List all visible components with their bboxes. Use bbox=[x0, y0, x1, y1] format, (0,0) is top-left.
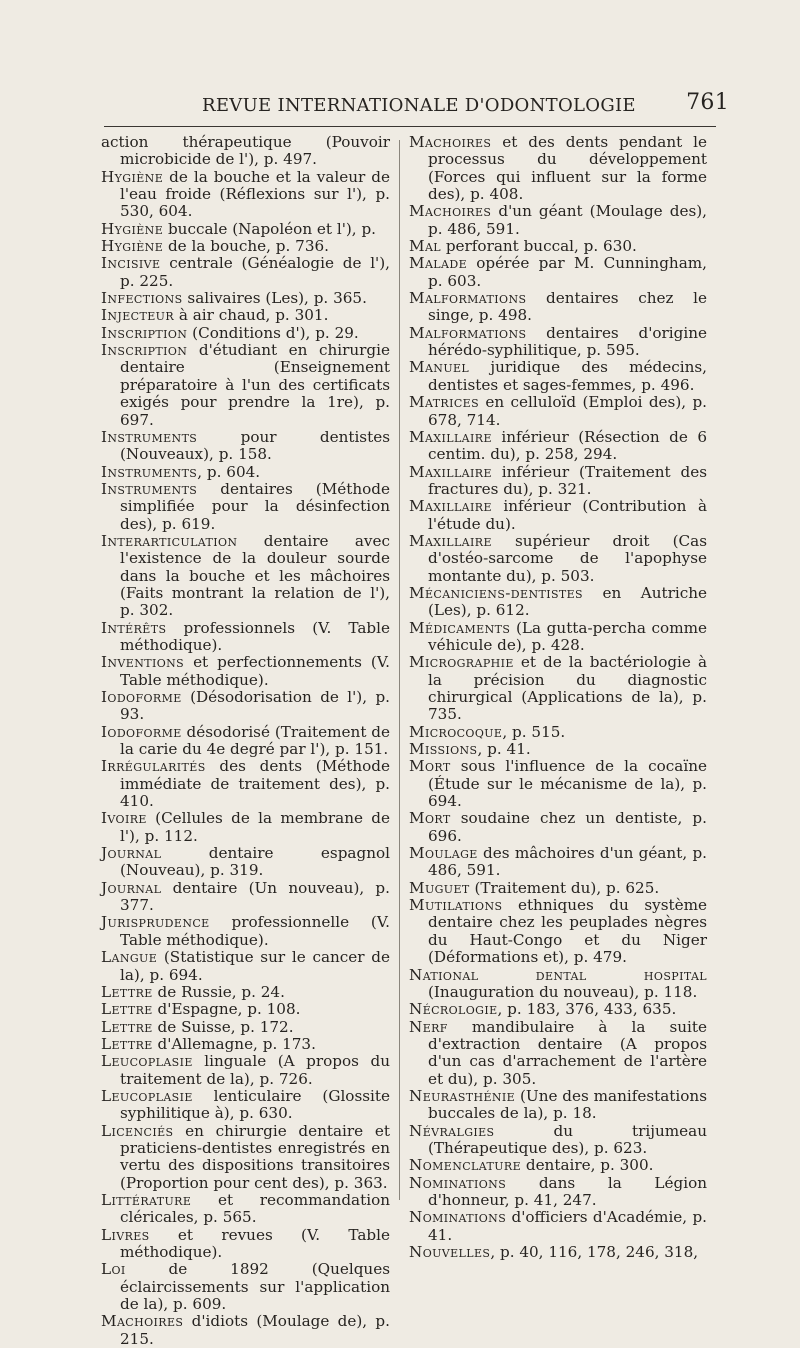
index-entry bbox=[101, 654, 390, 689]
index-entry bbox=[101, 1261, 390, 1313]
entry-headword: Journal bbox=[101, 878, 162, 897]
entry-text: dans la Légion d'honneur, p. 41, 247. bbox=[428, 1173, 707, 1209]
entry-headword: Nécrologie bbox=[409, 1000, 498, 1019]
index-entry bbox=[101, 845, 390, 880]
entry-headword: Injecteur bbox=[101, 306, 174, 325]
index-entry bbox=[409, 429, 707, 464]
entry-headword: Machoires bbox=[409, 133, 492, 151]
entry-text: du trijumeau (Thérapeutique des), p. 623. bbox=[428, 1121, 707, 1157]
entry-text: d'officiers d'Académie, p. 41. bbox=[428, 1208, 707, 1244]
entry-text: centrale (Généalogie de l'), p. 225. bbox=[120, 254, 390, 290]
index-entry bbox=[409, 359, 707, 394]
entry-text: lenticulaire (Glossite syphilitique à), p. 630. bbox=[120, 1086, 390, 1123]
entry-text: et recommandation cléricales, p. 565. bbox=[120, 1190, 390, 1227]
index-entry bbox=[101, 1019, 390, 1036]
entry-headword: Maxillaire bbox=[409, 531, 492, 550]
entry-headword: Interarticulation bbox=[101, 531, 238, 550]
index-entry bbox=[409, 810, 707, 845]
entry-headword: Maxillaire bbox=[409, 427, 492, 446]
index-entry bbox=[101, 429, 390, 464]
entry-text: juridique des médecins, dentistes et sages-femmes, p. 496. bbox=[428, 358, 707, 394]
entry-headword: Instruments bbox=[101, 479, 198, 498]
entry-text: (Inauguration du nouveau), p. 118. bbox=[428, 982, 698, 1001]
entry-text: en chirurgie dentaire et praticiens-dentistes enregistrés en vertu des dispositions transitoires (Proportion pour cent des), p. 363. bbox=[120, 1121, 390, 1192]
entry-headword: Lettre bbox=[101, 1000, 153, 1019]
header-rule bbox=[104, 126, 716, 127]
entry-text: (Désodorisation de l'), p. 93. bbox=[120, 688, 390, 724]
entry-text: en Autriche (Les), p. 612. bbox=[428, 583, 707, 620]
index-entry bbox=[409, 967, 707, 1002]
entry-text: d'étudiant en chirurgie dentaire (Enseignement préparatoire à l'un des certificats exigés pour prendre la 1re), p. 697. bbox=[120, 341, 390, 429]
index-entry bbox=[409, 1157, 707, 1174]
entry-headword: Missions bbox=[409, 740, 478, 759]
entry-text: sous l'influence de la cocaïne (Étude sur le mécanisme de la), p. 694. bbox=[428, 757, 707, 811]
entry-text: dentaire avec l'existence de la douleur sourde dans la bouche et les mâchoires (Faits montrant la relation de l'), p. 302. bbox=[120, 531, 390, 620]
entry-headword: Machoires bbox=[101, 1312, 184, 1331]
journal-title: REVUE INTERNATIONALE D'ODONTOLOGIE bbox=[202, 95, 636, 116]
entry-text: ethniques du système dentaire chez les peuplades nègres du Haut-Congo et du Niger (Déformations et), p. 479. bbox=[428, 896, 707, 967]
entry-text: désodorisé (Traitement de la carie du 4e degré par l'), p. 151. bbox=[120, 722, 390, 759]
entry-text: (Statistique sur le cancer de la), p. 694. bbox=[120, 948, 390, 984]
entry-text: linguale (A propos du traitement de la), p. 726. bbox=[120, 1052, 390, 1088]
entry-headword: Nouvelles bbox=[409, 1243, 491, 1261]
entry-headword: Mutilations bbox=[409, 896, 503, 915]
entry-text: de Russie, p. 24. bbox=[152, 982, 285, 1001]
entry-headword: Mal bbox=[409, 237, 441, 256]
entry-headword: Nomenclature bbox=[409, 1156, 522, 1175]
index-entry bbox=[409, 1123, 707, 1158]
entry-headword: Nominations bbox=[409, 1173, 507, 1192]
entry-headword: Microcoque bbox=[409, 722, 503, 741]
entry-text: professionnelle (V. Table méthodique). bbox=[120, 913, 390, 949]
entry-headword: Jurisprudence bbox=[101, 913, 210, 932]
entry-headword: Instruments bbox=[101, 427, 198, 446]
index-entry bbox=[101, 1036, 390, 1053]
page-number: 761 bbox=[686, 90, 729, 115]
index-entry bbox=[101, 810, 390, 845]
index-entry bbox=[409, 1088, 707, 1123]
index-entry bbox=[101, 724, 390, 759]
entry-text: (Cellules de la membrane de l'), p. 112. bbox=[120, 809, 390, 845]
entry-headword: Mécaniciens-dentistes bbox=[409, 583, 583, 602]
index-entry bbox=[409, 134, 707, 203]
entry-text: perforant buccal, p. 630. bbox=[441, 237, 637, 256]
entry-text: mandibulaire à la suite d'extraction dentaire (A propos d'un cas d'arrachement de l'artère et du), p. 305. bbox=[428, 1017, 707, 1088]
entry-headword: Malade bbox=[409, 254, 467, 273]
entry-headword: Mort bbox=[409, 757, 451, 776]
index-entry bbox=[101, 221, 390, 238]
index-entry bbox=[409, 394, 707, 429]
entry-text: de Suisse, p. 172. bbox=[152, 1017, 294, 1036]
index-entry bbox=[101, 255, 390, 290]
entry-headword: Leucoplasie bbox=[101, 1086, 193, 1105]
index-entry bbox=[409, 203, 707, 238]
index-entry bbox=[101, 914, 390, 949]
index-entry bbox=[101, 290, 390, 307]
index-entry bbox=[101, 689, 390, 724]
entry-text: professionnels (V. Table méthodique). bbox=[120, 618, 390, 654]
entry-text: dentaire espagnol (Nouveau), p. 319. bbox=[120, 844, 390, 880]
index-entry bbox=[101, 169, 390, 221]
entry-headword: Micrographie bbox=[409, 653, 514, 672]
entry-headword: Maxillaire bbox=[409, 497, 492, 516]
entry-headword: Névralgies bbox=[409, 1121, 495, 1140]
entry-text: et de la bactériologie à la précision du diagnostic chirurgical (Applications de la), p. 735. bbox=[428, 653, 707, 724]
entry-text: dentaires d'origine hérédo-syphilitique, p. 595. bbox=[428, 323, 707, 360]
entry-headword: Ivoire bbox=[101, 809, 147, 828]
entry-headword: Livres bbox=[101, 1225, 150, 1244]
index-entry bbox=[101, 307, 390, 324]
entry-headword: Lettre bbox=[101, 1017, 153, 1036]
entry-text: d'Espagne, p. 108. bbox=[152, 1000, 301, 1019]
entry-text: d'Allemagne, p. 173. bbox=[152, 1034, 316, 1053]
index-entry bbox=[101, 880, 390, 915]
entry-text: , p. 183, 376, 433, 635. bbox=[497, 1000, 677, 1019]
entry-headword: Langue bbox=[101, 948, 158, 967]
entry-text: dentaire, p. 300. bbox=[521, 1156, 654, 1175]
index-entry bbox=[409, 1175, 707, 1210]
index-entry bbox=[409, 464, 707, 499]
entry-headword: Maxillaire bbox=[409, 462, 492, 481]
entry-headword: Infections bbox=[101, 289, 183, 308]
entry-headword: Lettre bbox=[101, 1034, 153, 1053]
index-entry bbox=[409, 880, 707, 897]
entry-headword: Hygiène bbox=[101, 167, 164, 186]
index-entry bbox=[101, 1001, 390, 1018]
entry-headword: Malformations bbox=[409, 289, 527, 308]
index-entry bbox=[409, 654, 707, 723]
entry-text: inférieur (Contribution à l'étude du). bbox=[428, 497, 707, 533]
entry-headword: National dental hospital bbox=[409, 965, 707, 984]
entry-text: supérieur droit (Cas d'ostéo-sarcome de l'apophyse montante du), p. 503. bbox=[428, 531, 707, 585]
index-entry bbox=[101, 533, 390, 620]
entry-text: en celluloïd (Emploi des), p. 678, 714. bbox=[428, 393, 707, 429]
index-entry bbox=[101, 134, 390, 169]
index-entry bbox=[409, 325, 707, 360]
entry-headword: Inscription bbox=[101, 341, 188, 360]
entry-text: buccale (Napoléon et l'), p. bbox=[163, 219, 377, 238]
entry-text: inférieur (Résection de 6 centim. du), p. 258, 294. bbox=[428, 427, 707, 464]
index-entry bbox=[409, 290, 707, 325]
entry-headword: Inscription bbox=[101, 323, 188, 342]
entry-headword: Matrices bbox=[409, 393, 480, 412]
index-entry bbox=[409, 724, 707, 741]
index-column-right bbox=[409, 134, 707, 1261]
index-entry bbox=[409, 1019, 707, 1088]
entry-text: action thérapeutique (Pouvoir microbicide de l'), p. 497. bbox=[101, 133, 390, 169]
entry-headword: Iodoforme bbox=[101, 722, 182, 741]
entry-headword: Licenciés bbox=[101, 1121, 174, 1140]
entry-text: et perfectionnements (V. Table méthodique). bbox=[120, 653, 390, 689]
index-entry bbox=[101, 342, 390, 429]
entry-headword: Neurasthénie bbox=[409, 1086, 516, 1105]
entry-headword: Lettre bbox=[101, 982, 153, 1001]
entry-text: , p. 41. bbox=[477, 740, 531, 759]
entry-headword: Muguet bbox=[409, 878, 470, 897]
entry-text: et revues (V. Table méthodique). bbox=[120, 1225, 390, 1261]
index-entry bbox=[101, 464, 390, 481]
entry-text: , p. 40, 116, 178, 246, 318, bbox=[490, 1243, 699, 1261]
entry-headword: Intérêts bbox=[101, 618, 167, 637]
entry-headword: Hygiène bbox=[101, 237, 164, 256]
entry-headword: Incisive bbox=[101, 254, 161, 273]
entry-text: dentaires (Méthode simplifiée pour la désinfection des), p. 619. bbox=[120, 479, 390, 533]
index-entry bbox=[101, 1313, 390, 1348]
column-divider bbox=[399, 140, 400, 1200]
index-column-left bbox=[101, 134, 390, 1348]
entry-text: (Traitement du), p. 625. bbox=[469, 878, 660, 897]
entry-headword: Machoires bbox=[409, 202, 492, 221]
entry-headword: Nominations bbox=[409, 1208, 507, 1227]
index-entry bbox=[101, 1088, 390, 1123]
index-entry bbox=[409, 498, 707, 533]
entry-text: dentaire (Un nouveau), p. 377. bbox=[120, 878, 390, 915]
entry-headword: Inventions bbox=[101, 653, 185, 672]
entry-headword: Iodoforme bbox=[101, 688, 182, 706]
index-entry bbox=[101, 1123, 390, 1192]
entry-headword: Manuel bbox=[409, 358, 470, 377]
index-entry bbox=[101, 949, 390, 984]
entry-headword: Instruments bbox=[101, 462, 198, 481]
entry-text: (Une des manifestations buccales de la), p. 18. bbox=[428, 1086, 707, 1123]
index-entry bbox=[409, 620, 707, 655]
entry-headword: Loi bbox=[101, 1260, 126, 1279]
entry-headword: Moulage bbox=[409, 844, 478, 863]
entry-text: et des dents pendant le processus du développement (Forces qui influent sur la forme des), p. 408. bbox=[428, 133, 707, 204]
entry-text: d'idiots (Moulage de), p. 215. bbox=[120, 1312, 390, 1348]
entry-text: opérée par M. Cunningham, p. 603. bbox=[428, 254, 707, 290]
entry-text: (La gutta-percha comme véhicule de), p. 428. bbox=[428, 618, 707, 654]
index-entry bbox=[101, 1053, 390, 1088]
entry-headword: Leucoplasie bbox=[101, 1052, 193, 1071]
index-entry bbox=[409, 1001, 707, 1018]
entry-text: salivaires (Les), p. 365. bbox=[182, 289, 367, 308]
entry-text: inférieur (Traitement des fractures du), p. 321. bbox=[428, 462, 707, 498]
entry-text: (Conditions d'), p. 29. bbox=[187, 323, 359, 342]
entry-headword: Journal bbox=[101, 844, 162, 863]
entry-headword: Nerf bbox=[409, 1017, 448, 1036]
entry-text: pour dentistes (Nouveaux), p. 158. bbox=[120, 427, 390, 464]
entry-text: à air chaud, p. 301. bbox=[174, 306, 329, 325]
entry-headword: Hygiène bbox=[101, 219, 164, 238]
index-entry bbox=[409, 845, 707, 880]
index-entry bbox=[101, 984, 390, 1001]
entry-text: , p. 604. bbox=[197, 462, 261, 481]
index-entry bbox=[409, 238, 707, 255]
entry-text: de 1892 (Quelques éclaircissements sur l'application de la), p. 609. bbox=[120, 1260, 390, 1314]
entry-headword: Malformations bbox=[409, 323, 527, 342]
index-entry bbox=[409, 533, 707, 585]
index-entry bbox=[101, 238, 390, 255]
index-entry bbox=[409, 585, 707, 620]
index-entry bbox=[101, 325, 390, 342]
index-entry bbox=[409, 255, 707, 290]
entry-text: de la bouche, p. 736. bbox=[163, 237, 330, 256]
entry-text: dentaires chez le singe, p. 498. bbox=[428, 289, 707, 325]
index-entry bbox=[101, 1227, 390, 1262]
entry-text: des mâchoires d'un géant, p. 486, 591. bbox=[428, 844, 707, 880]
entry-headword: Médicaments bbox=[409, 618, 511, 637]
index-entry bbox=[409, 897, 707, 966]
index-entry bbox=[409, 758, 707, 810]
entry-text: des dents (Méthode immédiate de traitement des), p. 410. bbox=[120, 757, 390, 811]
index-entry bbox=[101, 620, 390, 655]
entry-text: , p. 515. bbox=[502, 722, 566, 741]
entry-headword: Littérature bbox=[101, 1190, 192, 1209]
entry-text: soudaine chez un dentiste, p. 696. bbox=[428, 809, 707, 845]
index-entry bbox=[409, 1244, 707, 1261]
index-entry bbox=[101, 758, 390, 810]
index-entry bbox=[409, 1209, 707, 1244]
entry-headword: Mort bbox=[409, 809, 451, 828]
entry-text: de la bouche et la valeur de l'eau froide (Réflexions sur l'), p. 530, 604. bbox=[120, 167, 390, 221]
index-entry bbox=[409, 741, 707, 758]
index-entry bbox=[101, 481, 390, 533]
index-entry bbox=[101, 1192, 390, 1227]
entry-text: d'un géant (Moulage des), p. 486, 591. bbox=[428, 202, 707, 238]
entry-headword: Irrégularités bbox=[101, 757, 206, 776]
